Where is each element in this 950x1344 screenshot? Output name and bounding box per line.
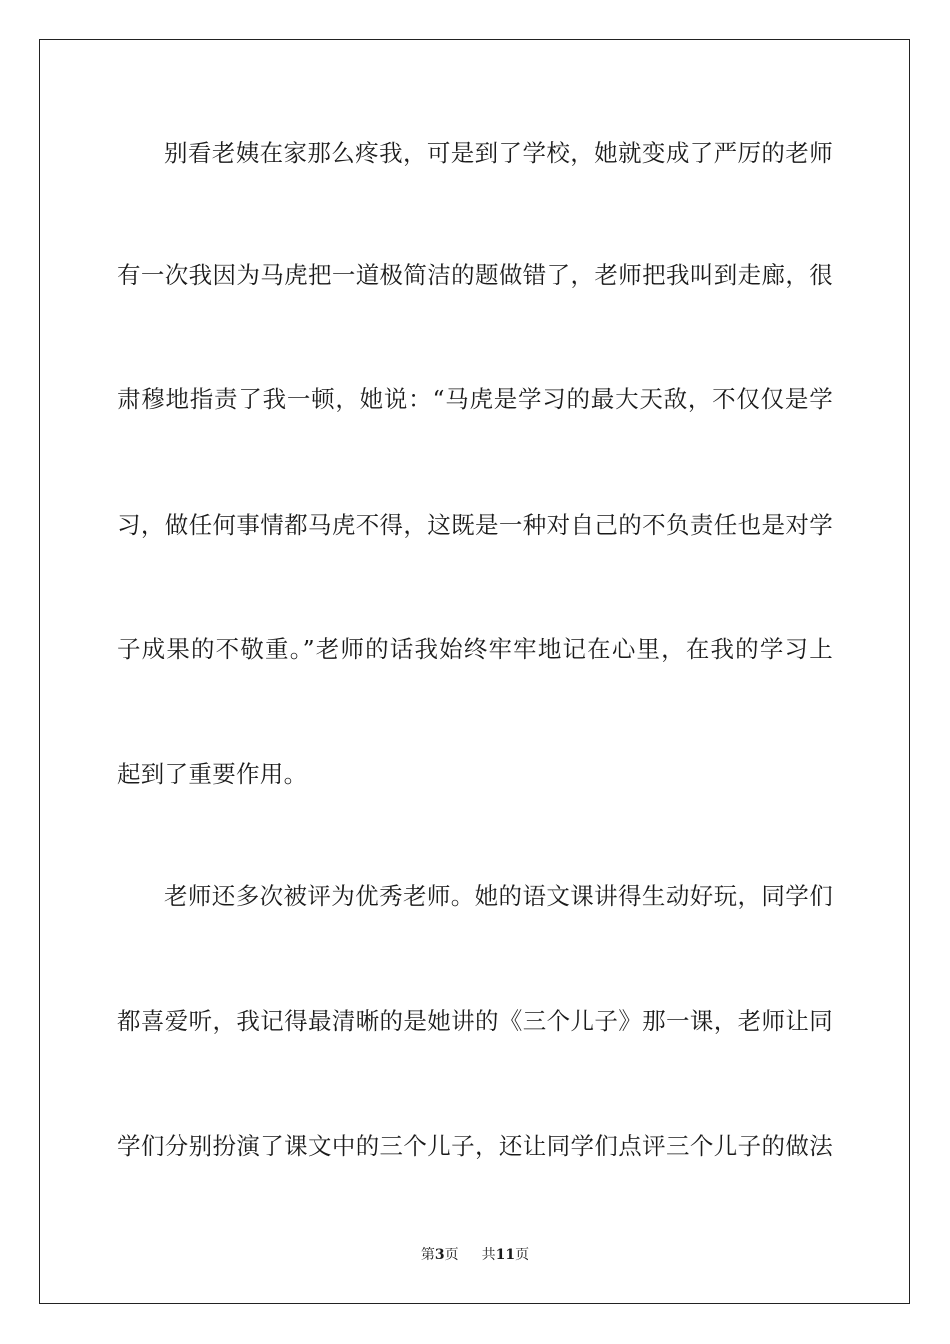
text-line: 老师还多次被评为优秀老师。她的语文课讲得生动好玩，同学们 xyxy=(164,882,833,910)
total-suffix: 页 xyxy=(515,1247,530,1263)
page-indicator xyxy=(421,1247,463,1263)
page-suffix: 页 xyxy=(444,1247,459,1263)
total-prefix: 共 xyxy=(481,1247,496,1263)
total-pages: 11 xyxy=(495,1247,516,1263)
text-line: 起到了重要作用。 xyxy=(117,760,308,788)
page-number: 3 xyxy=(434,1247,445,1263)
text-line: 都喜爱听，我记得最清晰的是她讲的《三个儿子》那一课，老师让同 xyxy=(117,1007,833,1035)
total-pages-indicator xyxy=(482,1247,529,1263)
text-line: 学们分别扮演了课文中的三个儿子，还让同学们点评三个儿子的做法 xyxy=(117,1132,833,1160)
text-line: 别看老姨在家那么疼我，可是到了学校，她就变成了严厉的老师 xyxy=(164,139,833,167)
text-line: 习，做任何事情都马虎不得，这既是一种对自己的不负责任也是对学 xyxy=(117,511,833,539)
text-line: 有一次我因为马虎把一道极简洁的题做错了，老师把我叫到走廊，很 xyxy=(117,261,833,289)
page-border xyxy=(39,39,910,1304)
page-prefix: 第 xyxy=(420,1247,435,1263)
text-line: 子成果的不敬重。”老师的话我始终牢牢地记在心里，在我的学习上 xyxy=(117,635,833,663)
page-footer xyxy=(0,1245,950,1265)
text-line: 肃穆地指责了我一顿，她说：“马虎是学习的最大天敌，不仅仅是学 xyxy=(117,385,833,413)
